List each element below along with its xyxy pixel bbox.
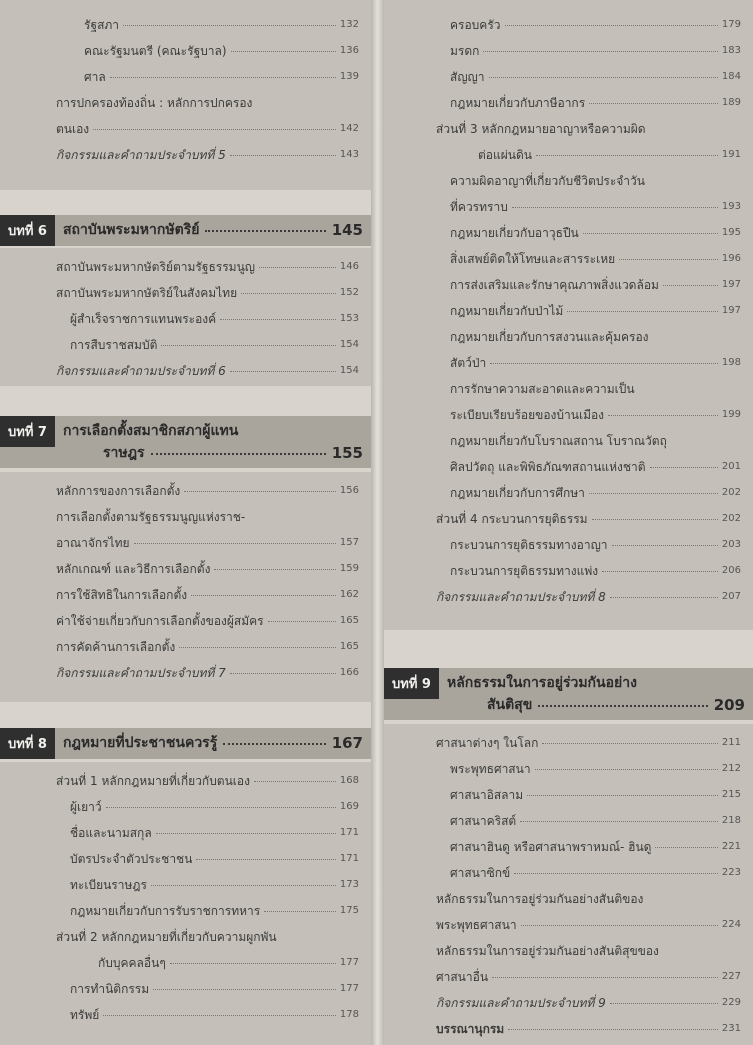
toc-entry-text: อาณาจักรไทย bbox=[56, 536, 130, 550]
toc-entry bbox=[436, 350, 741, 376]
toc-entry bbox=[56, 306, 359, 332]
toc-entry-text: สถาบันพระมหากษัตริย์ตามรัฐธรรมนูญ bbox=[56, 260, 256, 274]
toc-entry-text: สัญญา bbox=[450, 70, 485, 84]
toc-entry-page: 203 bbox=[721, 539, 741, 550]
toc-entry bbox=[56, 504, 359, 530]
toc-entry-text: การใช้สิทธิในการเลือกตั้ง bbox=[56, 588, 188, 602]
chapter-7-title-line1: การเลือกตั้งสมาชิกสภาผู้แทน bbox=[62, 423, 239, 439]
toc-entry-text: ชื่อและนามสกุล bbox=[70, 826, 152, 840]
toc-entry-text: ส่วนที่ 3 หลักกฎหมายอาญาหรือความผิด bbox=[436, 122, 646, 136]
toc-entry bbox=[56, 142, 359, 168]
toc-entry-page: 221 bbox=[721, 841, 741, 852]
toc-entry-page: 143 bbox=[339, 149, 359, 160]
toc-entry-page: 175 bbox=[339, 905, 359, 916]
toc-entry-page: 166 bbox=[339, 667, 359, 678]
toc-entry-page: 196 bbox=[721, 253, 741, 264]
toc-entry-page: 142 bbox=[339, 123, 359, 134]
toc-entry-page: 189 bbox=[721, 97, 741, 108]
toc-entry-text: สิ่งเสพย์ติดให้โทษและสารระเหย bbox=[450, 252, 616, 266]
chapter-9-title-line2: สันติสุข bbox=[486, 697, 533, 713]
toc-entry bbox=[436, 938, 741, 964]
toc-entry bbox=[56, 924, 359, 950]
toc-entry bbox=[56, 846, 359, 872]
toc-entry-page: 139 bbox=[339, 71, 359, 82]
chapter-8-header bbox=[0, 728, 371, 759]
toc-entry-page: 179 bbox=[721, 19, 741, 30]
chapter-9-title-line1: หลักธรรมในการอยู่ร่วมกันอย่าง bbox=[446, 675, 637, 691]
toc-entry bbox=[56, 530, 359, 556]
toc-entry bbox=[56, 768, 359, 794]
toc-entry-text: กระบวนการยุติธรรมทางแพ่ง bbox=[450, 564, 599, 578]
toc-entry bbox=[436, 168, 741, 194]
toc-entry bbox=[56, 634, 359, 660]
toc-entry-page: 156 bbox=[339, 485, 359, 496]
chapter-7-label: บทที่ 7 bbox=[0, 416, 55, 447]
toc-entry bbox=[56, 280, 359, 306]
toc-entry bbox=[56, 254, 359, 280]
toc-entry-page: 146 bbox=[339, 261, 359, 272]
toc-entry-text: กฎหมายเกี่ยวกับการสงวนและคุ้มครอง bbox=[450, 330, 649, 344]
toc-entry-page: 177 bbox=[339, 957, 359, 968]
toc-entry bbox=[436, 402, 741, 428]
toc-entry-text: การทำนิติกรรม bbox=[70, 982, 150, 996]
toc-entry bbox=[56, 478, 359, 504]
toc-entry-text: กิจกรรมและคำถามประจำบทที่ 7 bbox=[56, 666, 226, 680]
toc-entry-text: พระพุทธศาสนา bbox=[450, 762, 531, 776]
toc-entry bbox=[436, 506, 741, 532]
toc-entry-text: หลักธรรมในการอยู่ร่วมกันอย่างสันติของ bbox=[436, 892, 644, 906]
toc-entry-text: กฎหมายเกี่ยวกับป่าไม้ bbox=[450, 304, 564, 318]
toc-entry bbox=[56, 582, 359, 608]
toc-entry-text: ที่ควรทราบ bbox=[450, 200, 508, 214]
toc-entry-text: กฎหมายเกี่ยวกับโบราณสถาน โบราณวัตถุ bbox=[450, 434, 667, 448]
toc-entry-page: 197 bbox=[721, 305, 741, 316]
toc-entry bbox=[436, 964, 741, 990]
toc-entry-text: การคัดค้านการเลือกตั้ง bbox=[56, 640, 176, 654]
toc-entry-page: 201 bbox=[721, 461, 741, 472]
toc-entry bbox=[56, 358, 359, 384]
toc-entry bbox=[436, 886, 741, 912]
toc-entry bbox=[436, 194, 741, 220]
toc-entry-text: การเลือกตั้งตามรัฐธรรมนูญแห่งราช- bbox=[56, 510, 246, 524]
toc-entry-page: 154 bbox=[339, 339, 359, 350]
toc-entry bbox=[436, 116, 741, 142]
chapter-8-section bbox=[0, 762, 371, 1045]
toc-entry-text: ทะเบียนราษฎร bbox=[70, 878, 147, 892]
toc-entry bbox=[436, 246, 741, 272]
toc-entry-text: การส่งเสริมและรักษาคุณภาพสิ่งแวดล้อม bbox=[450, 278, 659, 292]
toc-entry-text: การรักษาความสะอาดและความเป็น bbox=[450, 382, 635, 396]
toc-entry-text: ทรัพย์ bbox=[70, 1008, 100, 1022]
toc-entry bbox=[436, 298, 741, 324]
toc-entry-page: 184 bbox=[721, 71, 741, 82]
toc-entry-page: 162 bbox=[339, 589, 359, 600]
toc-entry bbox=[56, 90, 359, 116]
toc-entry bbox=[436, 480, 741, 506]
toc-entry bbox=[436, 428, 741, 454]
toc-entry-page: 224 bbox=[721, 919, 741, 930]
toc-entry-page: 165 bbox=[339, 615, 359, 626]
toc-entry bbox=[436, 64, 741, 90]
toc-entry-page: 206 bbox=[721, 565, 741, 576]
toc-entry-text: กิจกรรมและคำถามประจำบทที่ 6 bbox=[56, 364, 226, 378]
toc-entry-text: กฎหมายเกี่ยวกับการศึกษา bbox=[450, 486, 585, 500]
toc-entry-text: บัตรประจำตัวประชาชน bbox=[70, 852, 193, 866]
toc-entry-text: ศาล bbox=[84, 70, 106, 84]
toc-entry-page: 165 bbox=[339, 641, 359, 652]
toc-entry-text: สัตว์ป่า bbox=[450, 356, 487, 370]
toc-entry-text: ต่อแผ่นดิน bbox=[478, 148, 532, 162]
toc-entry-text: สถาบันพระมหากษัตริย์ในสังคมไทย bbox=[56, 286, 238, 300]
toc-entry-page: 177 bbox=[339, 983, 359, 994]
chapter-6-label: บทที่ 6 bbox=[0, 215, 55, 246]
toc-entry bbox=[436, 730, 741, 756]
chapter-8-label: บทที่ 8 bbox=[0, 728, 55, 759]
toc-entry bbox=[56, 332, 359, 358]
toc-entry bbox=[436, 860, 741, 886]
toc-entry bbox=[56, 38, 359, 64]
toc-entry-text: พระพุทธศาสนา bbox=[436, 918, 517, 932]
toc-entry-page: 191 bbox=[721, 149, 741, 160]
toc-entry-text: ระเบียบเรียบร้อยของบ้านเมือง bbox=[450, 408, 605, 422]
toc-entry-text: ผู้สำเร็จราชการแทนพระองค์ bbox=[70, 312, 217, 326]
toc-entry-page: 227 bbox=[721, 971, 741, 982]
toc-entry-text: กฎหมายเกี่ยวกับการรับราชการทหาร bbox=[70, 904, 261, 918]
chapter-7-header bbox=[0, 416, 371, 468]
toc-entry-page: 168 bbox=[339, 775, 359, 786]
toc-entry-text: ส่วนที่ 4 กระบวนการยุติธรรม bbox=[436, 512, 588, 526]
toc-entry-text: กิจกรรมและคำถามประจำบทที่ 5 bbox=[56, 148, 226, 162]
toc-entry-page: 193 bbox=[721, 201, 741, 212]
toc-entry bbox=[436, 1016, 741, 1042]
toc-entry-text: กฎหมายเกี่ยวกับภาษีอากร bbox=[450, 96, 586, 110]
toc-entry-text: ศาสนาซิกข์ bbox=[450, 866, 511, 880]
toc-entry bbox=[56, 950, 359, 976]
toc-entry bbox=[56, 64, 359, 90]
toc-entry bbox=[436, 324, 741, 350]
toc-entry-text: ศาสนาอื่น bbox=[436, 970, 489, 984]
toc-entry-text: ศาสนาต่างๆ ในโลก bbox=[436, 736, 539, 750]
toc-entry-page: 229 bbox=[721, 997, 741, 1008]
toc-entry-page: 212 bbox=[721, 763, 741, 774]
toc-entry bbox=[56, 820, 359, 846]
chapter-9-header bbox=[384, 668, 753, 720]
toc-entry bbox=[56, 1002, 359, 1028]
toc-entry-text: กับบุคคลอื่นๆ bbox=[98, 956, 166, 970]
toc-entry-page: 207 bbox=[721, 591, 741, 602]
toc-entry bbox=[56, 898, 359, 924]
toc-entry-text: ศาสนาคริสต์ bbox=[450, 814, 517, 828]
toc-entry bbox=[436, 834, 741, 860]
right-column bbox=[384, 0, 753, 1045]
toc-entry-page: 231 bbox=[721, 1023, 741, 1034]
chapter-9-page: 209 bbox=[713, 696, 745, 714]
toc-entry-page: 152 bbox=[339, 287, 359, 298]
toc-entry bbox=[436, 454, 741, 480]
toc-entry bbox=[436, 532, 741, 558]
toc-entry-page: 195 bbox=[721, 227, 741, 238]
toc-entry-text: การสืบราชสมบัติ bbox=[70, 338, 158, 352]
toc-entry-page: 136 bbox=[339, 45, 359, 56]
toc-entry bbox=[436, 912, 741, 938]
chapter-9-section bbox=[384, 724, 753, 1045]
chapter-8-page: 167 bbox=[331, 734, 363, 752]
chapter-6-page: 145 bbox=[331, 221, 363, 239]
toc-entry-page: 173 bbox=[339, 879, 359, 890]
toc-entry-page: 199 bbox=[721, 409, 741, 420]
chapter-6-header bbox=[0, 215, 371, 246]
toc-entry-text: กิจกรรมและคำถามประจำบทที่ 9 bbox=[436, 996, 606, 1010]
chapter-6-section bbox=[0, 248, 371, 386]
toc-entry-text: รัฐสภา bbox=[84, 18, 120, 32]
toc-entry bbox=[436, 756, 741, 782]
toc-entry-text: ผู้เยาว์ bbox=[70, 800, 102, 814]
toc-entry-page: 154 bbox=[339, 365, 359, 376]
toc-entry-text: ส่วนที่ 2 หลักกฎหมายที่เกี่ยวกับความผูกพัน bbox=[56, 930, 277, 944]
toc-entry-page: 169 bbox=[339, 801, 359, 812]
toc-entry-text: กิจกรรมและคำถามประจำบทที่ 8 bbox=[436, 590, 606, 604]
toc-entry bbox=[436, 12, 741, 38]
toc-entry bbox=[436, 220, 741, 246]
chapter-6-title: สถาบันพระมหากษัตริย์ bbox=[62, 222, 200, 238]
toc-entry bbox=[436, 584, 741, 610]
toc-entry-text: หลักธรรมในการอยู่ร่วมกันอย่างสันติสุขของ bbox=[436, 944, 659, 958]
toc-entry-text: กฎหมายเกี่ยวกับอาวุธปืน bbox=[450, 226, 579, 240]
toc-entry bbox=[56, 660, 359, 686]
toc-entry-text: ค่าใช้จ่ายเกี่ยวกับการเลือกตั้งของผู้สมัคร bbox=[56, 614, 264, 628]
toc-entry-text: หลักการของการเลือกตั้ง bbox=[56, 484, 181, 498]
toc-entry-page: 202 bbox=[721, 513, 741, 524]
toc-entry bbox=[436, 272, 741, 298]
toc-entry-page: 132 bbox=[339, 19, 359, 30]
toc-entry-page: 218 bbox=[721, 815, 741, 826]
toc-entry-page: 202 bbox=[721, 487, 741, 498]
chapter-8-title: กฎหมายที่ประชาชนควรรู้ bbox=[62, 735, 218, 751]
toc-entry bbox=[56, 12, 359, 38]
toc-entry-page: 153 bbox=[339, 313, 359, 324]
left-top-section bbox=[0, 0, 371, 190]
toc-entry-page: 215 bbox=[721, 789, 741, 800]
toc-entry-page: 197 bbox=[721, 279, 741, 290]
chapter-9-label: บทที่ 9 bbox=[384, 668, 439, 699]
left-column bbox=[0, 0, 371, 1045]
chapter-7-title-line2: ราษฎร bbox=[102, 445, 145, 461]
toc-entry-text: ตนเอง bbox=[56, 122, 90, 136]
toc-entry-text: มรดก bbox=[450, 44, 480, 58]
toc-entry-text: การปกครองท้องถิ่น : หลักการปกครอง bbox=[56, 96, 253, 110]
toc-entry bbox=[56, 872, 359, 898]
chapter-7-section bbox=[0, 472, 371, 702]
toc-entry-text: ศาสนาฮินดู หรือศาสนาพราหมณ์- ฮินดู bbox=[450, 840, 652, 854]
toc-entry-page: 223 bbox=[721, 867, 741, 878]
toc-entry-text: หลักเกณฑ์ และวิธีการเลือกตั้ง bbox=[56, 562, 211, 576]
toc-entry bbox=[56, 556, 359, 582]
toc-entry bbox=[436, 90, 741, 116]
toc-entry bbox=[56, 794, 359, 820]
toc-entry-page: 198 bbox=[721, 357, 741, 368]
toc-entry bbox=[436, 558, 741, 584]
toc-entry-text: ครอบครัว bbox=[450, 18, 501, 32]
toc-entry bbox=[436, 782, 741, 808]
toc-entry bbox=[436, 38, 741, 64]
page-gutter bbox=[371, 0, 384, 1045]
toc-entry-text: คณะรัฐมนตรี (คณะรัฐบาล) bbox=[84, 44, 227, 58]
toc-entry bbox=[56, 608, 359, 634]
toc-entry-page: 157 bbox=[339, 537, 359, 548]
toc-entry-page: 171 bbox=[339, 853, 359, 864]
chapter-7-page: 155 bbox=[331, 444, 363, 462]
toc-entry-text: ความผิดอาญาที่เกี่ยวกับชีวิตประจำวัน bbox=[450, 174, 645, 188]
toc-entry bbox=[436, 808, 741, 834]
toc-entry-text: บรรณานุกรม bbox=[436, 1022, 505, 1036]
toc-entry-text: ส่วนที่ 1 หลักกฎหมายที่เกี่ยวกับตนเอง bbox=[56, 774, 250, 788]
right-top-section bbox=[384, 0, 753, 630]
toc-entry bbox=[436, 990, 741, 1016]
toc-entry bbox=[436, 142, 741, 168]
toc-entry bbox=[56, 116, 359, 142]
toc-entry-page: 159 bbox=[339, 563, 359, 574]
toc-entry-page: 178 bbox=[339, 1009, 359, 1020]
toc-entry-text: ศาสนาอิสลาม bbox=[450, 788, 524, 802]
toc-entry-page: 183 bbox=[721, 45, 741, 56]
toc-entry-text: ศิลปวัตถุ และพิพิธภัณฑสถานแห่งชาติ bbox=[450, 460, 646, 474]
toc-entry bbox=[56, 976, 359, 1002]
toc-entry-page: 211 bbox=[721, 737, 741, 748]
toc-entry-text: กระบวนการยุติธรรมทางอาญา bbox=[450, 538, 608, 552]
toc-entry bbox=[436, 376, 741, 402]
toc-entry-page: 171 bbox=[339, 827, 359, 838]
